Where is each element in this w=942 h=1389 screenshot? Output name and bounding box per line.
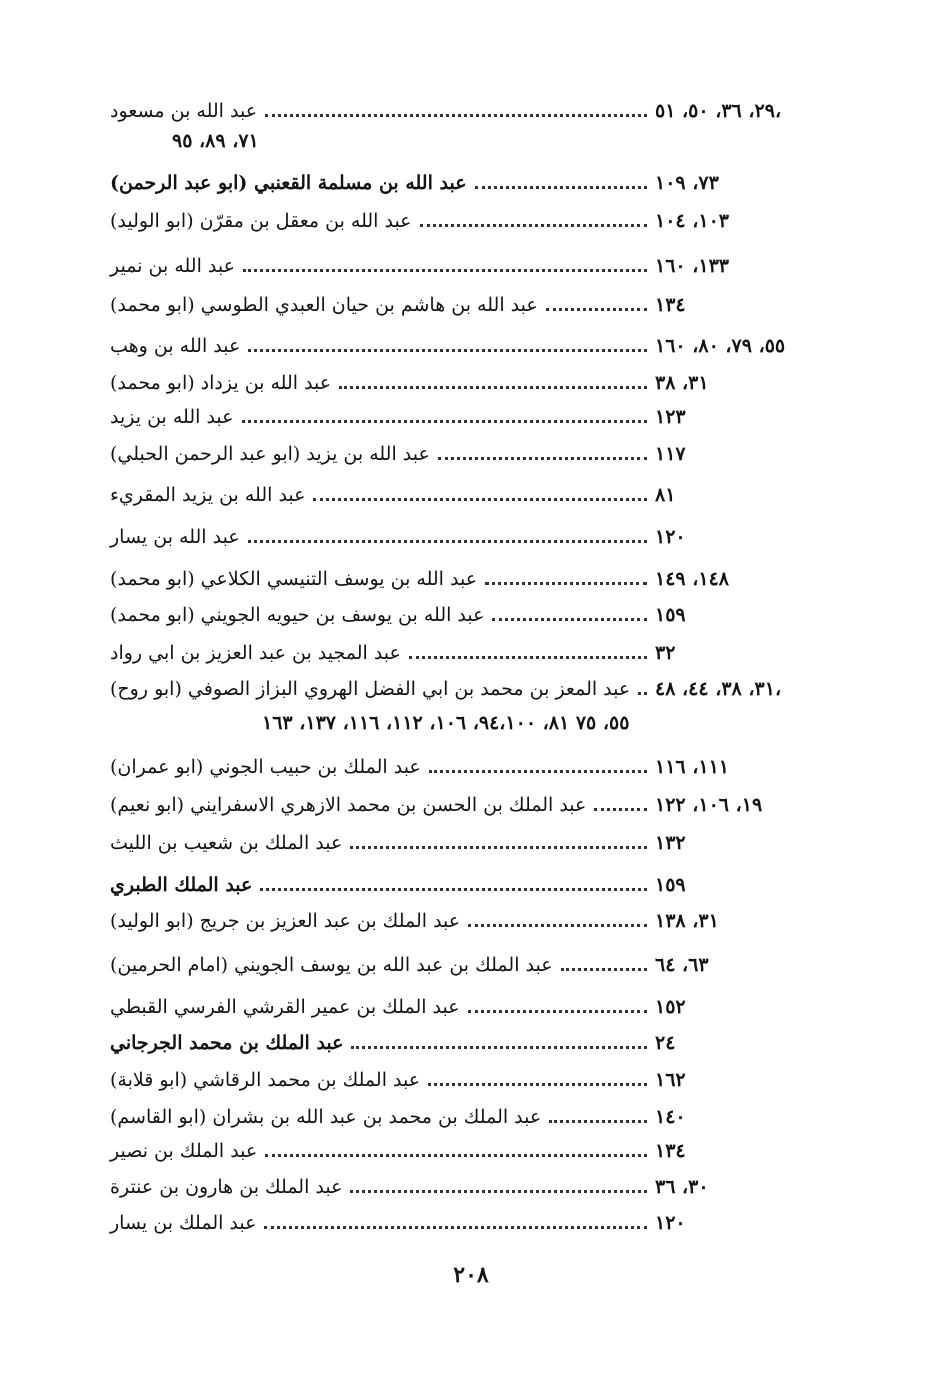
index-entry — [110, 952, 825, 978]
index-entry — [110, 908, 825, 934]
dot-leader — [350, 1188, 647, 1193]
entry-pages: ١٣٤ — [655, 294, 686, 316]
entry-name: عبد الله بن مسعود — [110, 100, 258, 122]
dot-leader — [242, 418, 648, 423]
dot-leader — [546, 306, 647, 311]
dot-leader — [468, 1008, 647, 1013]
dot-leader — [339, 384, 647, 389]
dot-leader — [638, 690, 647, 695]
entry-pages: ١٢٠ — [655, 1212, 686, 1234]
dot-leader — [265, 112, 647, 117]
index-entry — [110, 292, 825, 318]
entry-name: عبد الملك بن الحسن بن محمد الازهري الاسفرايني (ابو نعيم) — [110, 794, 587, 816]
entry-pages: ١٥٢ — [655, 996, 686, 1018]
index-entry — [110, 830, 825, 856]
entry-pages: ١٤٨، ١٤٩ — [655, 568, 729, 590]
entry-name: عبد الله بن معقل بن مقرّن (ابو الوليد) — [110, 210, 412, 232]
dot-leader — [351, 1044, 647, 1049]
entry-pages: ٢٩، ٣٦، ٥٠، ٥١، — [655, 100, 782, 122]
dot-leader — [492, 616, 647, 621]
index-entry — [110, 1174, 825, 1200]
dot-leader — [594, 806, 647, 811]
entry-name: عبد الملك بن نصير — [110, 1140, 258, 1162]
index-entry — [110, 370, 825, 396]
entry-pages: ٦٣، ٦٤ — [655, 954, 709, 976]
entry-name: عبد الملك بن هارون بن عنترة — [110, 1176, 343, 1198]
index-entry — [110, 1138, 825, 1164]
index-entry — [110, 640, 825, 666]
entry-pages: ٥٥، ٧٩، ٨٠، ١٦٠ — [655, 335, 786, 357]
entry-pages: ١١٧ — [655, 443, 686, 465]
entry-name: عبد الملك الطبري — [110, 874, 253, 896]
entry-name: عبد الله بن يزيد — [110, 406, 234, 428]
dot-leader — [549, 1118, 647, 1123]
index-entry — [110, 404, 825, 430]
entry-pages: ١٣٢ — [655, 832, 686, 854]
entry-name: عبد الله بن مسلمة القعنبي (ابو عبد الرحمن) — [110, 172, 467, 194]
continuation-line: ٧١، ٨٩، ٩٥ — [172, 130, 259, 152]
dot-leader — [420, 222, 647, 227]
index-entry — [110, 994, 825, 1020]
index-entry — [110, 524, 825, 550]
index-entry — [110, 333, 825, 359]
entry-name: عبد الملك بن عمير القرشي الفرسي القبطي — [110, 996, 460, 1018]
dot-leader — [243, 267, 647, 272]
index-entry — [110, 872, 825, 898]
page-number: ٢٠٨ — [453, 1262, 489, 1288]
index-entry — [110, 792, 825, 818]
entry-pages: ٣١، ٣٨ — [655, 372, 709, 394]
entry-name: عبد الملك بن عبد العزيز بن جريج (ابو الوليد) — [110, 910, 461, 932]
entry-name: عبد الله بن نمير — [110, 255, 235, 277]
entry-name: عبد الله بن يسار — [110, 526, 240, 548]
dot-leader — [313, 496, 647, 501]
entry-pages: ٢٤ — [655, 1032, 676, 1054]
entry-name: عبد الملك بن شعيب بن الليث — [110, 832, 343, 854]
index-entry — [110, 441, 825, 467]
index-entry — [110, 208, 825, 234]
index-entry — [110, 482, 825, 508]
entry-pages: ١٥٩ — [655, 604, 686, 626]
dot-leader — [260, 886, 647, 891]
entry-name: عبد الله بن يزداد (ابو محمد) — [110, 372, 332, 394]
continuation-line: ٥٥، ٧٥ ٨١، ٩٤،١٠٠، ١٠٦، ١١٢، ١١٦، ١٣٧، ١٦٣ — [262, 712, 630, 734]
dot-leader — [485, 580, 647, 585]
index-entry — [110, 1030, 825, 1056]
entry-name: عبد الملك بن حبيب الجوني (ابو عمران) — [110, 756, 421, 778]
index-entry — [110, 98, 825, 124]
entry-pages: ١٠٣، ١٠٤ — [655, 210, 729, 232]
dot-leader — [248, 538, 647, 543]
entry-name: عبد الله بن وهب — [110, 335, 241, 357]
dot-leader — [265, 1152, 647, 1157]
dot-leader — [468, 922, 647, 927]
dot-leader — [248, 347, 647, 352]
entry-name: عبد الله بن هاشم بن حيان العبدي الطوسي (ابو محمد) — [110, 294, 538, 316]
entry-name: عبد الله بن يزيد (ابو عبد الرحمن الحبلي) — [110, 443, 430, 465]
entry-name: عبد المجيد بن عبد العزيز بن ابي رواد — [110, 642, 401, 664]
index-entry — [110, 170, 825, 196]
index-entry — [110, 1067, 825, 1093]
entry-name: عبد الله بن يوسف التنيسي الكلاعي (ابو محمد) — [110, 568, 478, 590]
entry-name: عبد الملك بن عبد الله بن يوسف الجويني (امام الحرمين) — [110, 954, 553, 976]
entry-name: عبد الله بن يزيد المقريء — [110, 484, 306, 506]
entry-pages: ١٢٠ — [655, 526, 686, 548]
dot-leader — [409, 654, 647, 659]
index-entry — [110, 253, 825, 279]
dot-leader — [264, 1224, 647, 1229]
index-entry — [110, 676, 825, 702]
entry-pages: ١٣٤ — [655, 1140, 686, 1162]
entry-pages: ٣٠، ٣٦ — [655, 1176, 709, 1198]
entry-pages: ١٥٩ — [655, 874, 686, 896]
entry-pages: ١٩، ١٠٦، ١٢٢ — [655, 794, 763, 816]
dot-leader — [429, 768, 647, 773]
entry-name: عبد الله بن يوسف بن حيويه الجويني (ابو محمد) — [110, 604, 485, 626]
entry-name: عبد المعز بن محمد بن ابي الفضل الهروي البزاز الصوفي (ابو روح) — [110, 678, 631, 700]
entry-pages: ٧٣، ١٠٩ — [655, 172, 719, 194]
entry-pages: ٣٢ — [655, 642, 676, 664]
dot-leader — [475, 184, 647, 189]
index-entry — [110, 566, 825, 592]
entry-pages: ٣١، ١٣٨ — [655, 910, 719, 932]
entry-name: عبد الملك بن يسار — [110, 1212, 257, 1234]
dot-leader — [350, 844, 647, 849]
index-entry — [110, 602, 825, 628]
entry-pages: ١٤٠ — [655, 1106, 686, 1128]
index-entry — [110, 754, 825, 780]
entry-pages: ١٦٢ — [655, 1069, 686, 1091]
dot-leader — [428, 1081, 647, 1086]
dot-leader — [438, 455, 647, 460]
entry-name: عبد الملك بن محمد الجرجاني — [110, 1032, 344, 1054]
entry-pages: ٣١، ٣٨، ٤٤، ٤٨، — [655, 678, 782, 700]
entry-pages: ١٢٣ — [655, 406, 686, 428]
entry-pages: ١٣٣، ١٦٠ — [655, 255, 729, 277]
entry-name: عبد الملك بن محمد الرقاشي (ابو قلابة) — [110, 1069, 421, 1091]
dot-leader — [561, 966, 647, 971]
entry-pages: ٨١ — [655, 484, 676, 506]
entry-pages: ١١١، ١١٦ — [655, 756, 729, 778]
index-entry — [110, 1104, 825, 1130]
index-entry — [110, 1210, 825, 1236]
entry-name: عبد الملك بن محمد بن عبد الله بن بشران (ابو القاسم) — [110, 1106, 542, 1128]
